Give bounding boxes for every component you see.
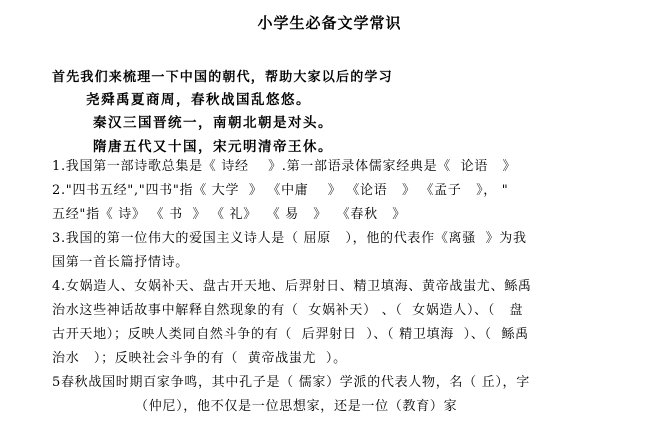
text-line-3: 五经"指《 诗》 《 书 》 《 礼》 《 易 》 《春秋 》 <box>52 207 406 222</box>
text-line-6: 4.女娲造人、女娲补天、盘古开天地、后羿射日、精卫填海、黄帝战蚩尤、鲧禹 <box>52 279 532 294</box>
text-line-8: 古开天地）；反映人类同自然斗争的有（ 后羿射日 ）、（ 精卫填海 ）、（ 鲧禹 <box>52 327 529 342</box>
text-line-5: 国第一首长篇抒情诗。 <box>52 255 190 270</box>
text-line-4: 3.我国的第一位伟大的爱国主义诗人是（ 屈原 ），他的代表作《离骚 》为我 <box>52 231 527 246</box>
text-line-11: （仲尼），他不仅是一位思想家，还是一位（教育）家 <box>135 399 458 414</box>
poem-line-1: 尧舜禹夏商周，春秋战国乱悠悠。 <box>86 92 311 108</box>
text-line-9: 治水 ）；反映社会斗争的有（ 黄帝战蚩尤 ）。 <box>52 351 347 366</box>
poem-line-2: 秦汉三国晋统一，南朝北朝是对头。 <box>93 115 333 131</box>
text-line-7: 治水这些神话故事中解释自然现象的有（ 女娲补天） 、（ 女娲造人）、（ 盘 <box>52 303 524 318</box>
text-line-1: 1.我国第一部诗歌总集是《 诗经 》.第一部语录体儒家经典是《 论语 》 <box>52 159 517 174</box>
document-title: 小学生必备文学常识 <box>257 14 402 32</box>
text-line-10: 5春秋战国时期百家争鸣，其中孔子是（ 儒家）学派的代表人物，名（ 丘），字 <box>52 375 530 390</box>
text-line-2: 2."四书五经","四书"指《 大学 》 《中庸 》 《论语 》 《孟子 》， " <box>52 183 509 198</box>
intro-text: 首先我们来梳理一下中国的朝代，帮助大家以后的学习 <box>52 70 393 85</box>
poem-line-3: 隋唐五代又十国，宋元明清帝王休。 <box>93 139 333 155</box>
